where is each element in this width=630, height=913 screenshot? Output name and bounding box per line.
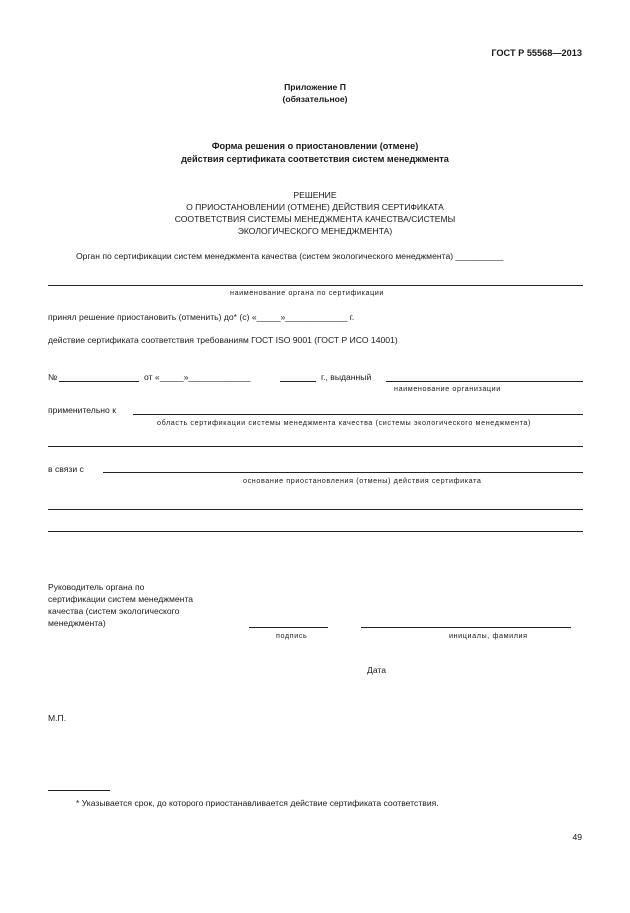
decision-line4: ЭКОЛОГИЧЕСКОГО МЕНЕДЖМЕНТА) — [237, 226, 393, 236]
reason-prefix: в связи с — [48, 464, 84, 474]
org-name-line — [386, 381, 583, 382]
footnote-text: * Указывается срок, до которого приостанавливается действие сертификата соответствия. — [76, 798, 439, 808]
standard-number: ГОСТ Р 55568—2013 — [491, 48, 582, 58]
reason-line-3 — [48, 531, 583, 532]
organ-text: Орган по сертификации систем менеджмента качества (систем экологического менеджмента) __________ — [76, 251, 504, 261]
stamp-label: М.П. — [48, 713, 67, 723]
signature-line — [249, 627, 328, 628]
decision-line3: СООТВЕТСТВИЯ СИСТЕМЫ МЕНЕДЖМЕНТА КАЧЕСТВА/СИСТЕМЫ — [174, 214, 456, 224]
decision-line1: РЕШЕНИЕ — [293, 190, 337, 200]
role-line3: качества (систем экологического — [48, 606, 180, 616]
decided-text: принял решение приостановить (отменить) до* (с) «_____»_____________ г. — [48, 312, 355, 322]
reason-line — [103, 472, 583, 473]
name-caption: инициалы, фамилия — [449, 631, 528, 640]
role-line1: Руководитель органа по — [48, 582, 145, 592]
scope-line-2 — [48, 446, 583, 447]
form-title-line2: действия сертификата соответствия систем менеджмента — [181, 154, 449, 164]
reason-caption: основание приостановления (отмены) действия сертификата — [243, 476, 482, 485]
footnote-rule — [48, 790, 110, 791]
year-field — [280, 381, 316, 382]
signature-caption: подпись — [276, 631, 308, 640]
org-caption: наименование организации — [394, 384, 501, 393]
reason-line-2 — [48, 509, 583, 510]
action-text: действие сертификата соответствия требованиям ГОСТ ISO 9001 (ГОСТ Р ИСО 14001) — [48, 335, 398, 345]
applied-prefix: применительно к — [48, 405, 116, 415]
form-title-line1: Форма решения о приостановлении (отмене) — [211, 141, 419, 151]
role-line2: сертификации систем менеджмента — [48, 594, 194, 604]
appendix-title: Приложение П — [284, 82, 346, 92]
organ-caption: наименование органа по сертификации — [230, 288, 385, 297]
name-line — [361, 627, 571, 628]
role-line4: менеджмента) — [48, 618, 106, 628]
number-field — [59, 381, 139, 382]
page-number: 49 — [572, 832, 582, 842]
decision-line2: О ПРИОСТАНОВЛЕНИИ (ОТМЕНЕ) ДЕЙСТВИЯ СЕРТИФИКАТА — [186, 202, 444, 212]
number-prefix: № — [48, 372, 58, 382]
scope-caption: область сертификации системы менеджмента качества (системы экологического менеджмента) — [157, 418, 532, 427]
number-from: от «_____»_____________ — [144, 372, 251, 382]
number-year: г., выданный — [321, 372, 372, 382]
organ-name-line — [48, 285, 583, 286]
date-label: Дата — [367, 665, 387, 675]
appendix-subtitle: (обязательное) — [282, 94, 348, 104]
scope-line — [133, 414, 583, 415]
